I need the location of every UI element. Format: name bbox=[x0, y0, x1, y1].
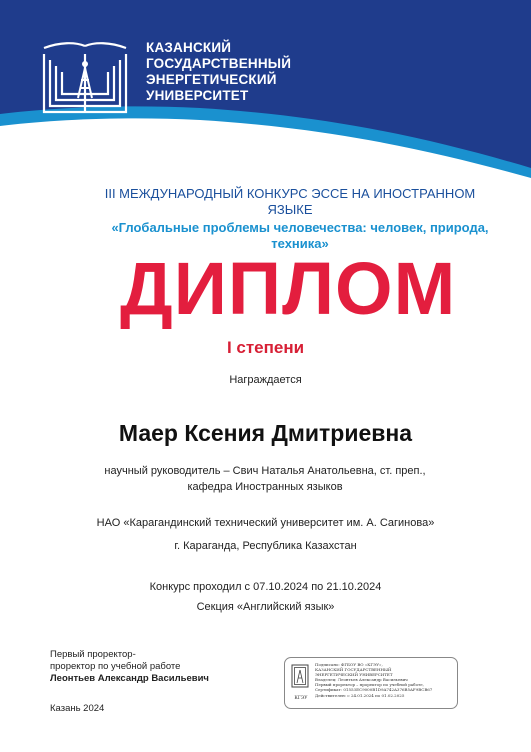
stamp-line: КАЗАНСКИЙ ГОСУДАРСТВЕННЫЙ bbox=[315, 667, 392, 673]
stamp-line: Действителен: с 24.01.2024 по 01.02.2025 bbox=[315, 692, 405, 698]
supervisor-line: научный руководитель – Свич Наталья Анатольевна, ст. преп., bbox=[104, 465, 426, 477]
place-year: Казань 2024 bbox=[50, 703, 105, 714]
awarded-label: Награждается bbox=[229, 374, 302, 386]
contest-dates: Конкурс проходил с 07.10.2024 по 21.10.2024 bbox=[149, 581, 382, 593]
university-name-line: ГОСУДАРСТВЕННЫЙ bbox=[146, 56, 292, 71]
university-logo-icon bbox=[40, 40, 130, 118]
signer-role: проректор по учебной работе bbox=[50, 661, 181, 672]
stamp-line: Подписано: ФГБОУ ВО «КГЭУ», bbox=[315, 662, 383, 667]
electronic-signature-stamp bbox=[284, 657, 458, 709]
supervisor-line: кафедра Иностранных языков bbox=[187, 481, 343, 493]
stamp-line: Владелец: Леонтьев Александр Васильевич bbox=[315, 677, 408, 683]
contest-theme-line: «Глобальные проблемы человечества: человек, природа, bbox=[111, 220, 489, 235]
university-name bbox=[146, 40, 291, 104]
contest-title bbox=[100, 186, 480, 218]
signer-name: Леонтьев Александр Васильевич bbox=[50, 673, 209, 684]
stamp-logo-icon bbox=[291, 664, 309, 694]
contest-section: Секция «Английский язык» bbox=[196, 601, 335, 613]
signer-block bbox=[50, 649, 209, 685]
contest-title-line: ЯЗЫКЕ bbox=[267, 202, 313, 217]
stamp-line: ЭНЕРГЕТИЧЕСКИЙ УНИВЕРСИТЕТ bbox=[315, 672, 393, 678]
stamp-line: Сертификат: 01553EC9000B1D9A742A376B5AF9BCB67 bbox=[315, 687, 433, 693]
university-name-line: КАЗАНСКИЙ bbox=[146, 40, 232, 55]
stamp-line: Первый проректор – проректор по учебной работе, bbox=[315, 682, 424, 688]
organization: НАО «Карагандинский технический университет им. А. Сагинова» bbox=[96, 517, 435, 529]
diploma-degree: I степени bbox=[226, 338, 305, 357]
diploma-heading: ДИПЛОМ bbox=[120, 247, 457, 330]
city: г. Караганда, Республика Казахстан bbox=[174, 540, 357, 552]
university-name-line: ЭНЕРГЕТИЧЕСКИЙ bbox=[146, 72, 277, 87]
university-name-line: УНИВЕРСИТЕТ bbox=[146, 88, 249, 103]
stamp-short-name: КГЭУ bbox=[294, 696, 308, 701]
signer-role: Первый проректор- bbox=[50, 649, 136, 660]
contest-theme-line: техника» bbox=[271, 236, 329, 251]
stamp-text bbox=[315, 662, 455, 698]
supervisor-info bbox=[90, 463, 440, 495]
recipient-name: Маер Ксения Дмитриевна bbox=[118, 420, 413, 446]
contest-title-line: III МЕЖДУНАРОДНЫЙ КОНКУРС ЭССЕ НА ИНОСТРАННОМ bbox=[104, 186, 476, 201]
